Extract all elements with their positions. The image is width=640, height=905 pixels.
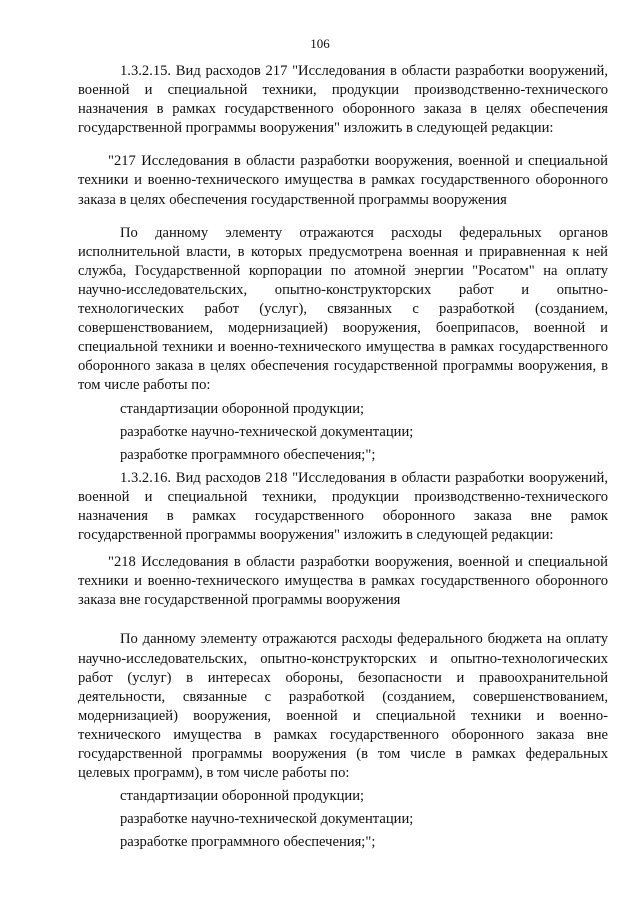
document-body bbox=[78, 62, 608, 852]
quoted-heading-217: "217 Исследования в области разработки вооружения, военной и специальной техники и военно-технического имущества в рамках государственного оборонного заказа в целях обеспечения государственной программы вооружения bbox=[78, 153, 608, 208]
list-item: разработке научно-технической документации; bbox=[120, 811, 414, 828]
list-item: стандартизации оборонной продукции; bbox=[120, 400, 365, 417]
list-item: разработке программного обеспечения;"; bbox=[120, 446, 376, 463]
page-number: 106 bbox=[310, 36, 330, 51]
paragraph-218-description: По данному элементу отражаются расходы федерального бюджета на оплату научно-исследовательских, опытно-конструкторских и опытно-технологических работ (услуг) в интересах обороны, безопасности и правоохранительной деятельности, связанные с разработкой (созданием, совершенствованием, модернизацией) вооружения, военной и специальной техники и военно-технического имущества в рамках государственного оборонного заказа вне государственной программы вооружения (в том числе в рамках федеральных целевых программ), в том числе работы по: bbox=[78, 631, 608, 782]
paragraph-1-3-2-16: 1.3.2.16. Вид расходов 218 "Исследования в области разработки вооружений, военной и специальной техники, продукции производственно-технического назначения в рамках государственного оборонного заказа вне рамок государственной программы вооружения" изложить в следующей редакции: bbox=[78, 469, 608, 544]
paragraph-217-description: По данному элементу отражаются расходы федеральных органов исполнительной власти, в которых предусмотрена военная и приравненная к ней служба, Государственной корпорации по атомной энергии "Росатом" на оплату научно-исследовательских, опытно-конструкторских работ и опытно-технологических работ (услуг), связанных с разработкой (созданием, совершенствованием, модернизацией) вооружения, боеприпасов, военной и специальной техники и военно-технического имущества в рамках государственного оборонного заказа в целях обеспечения государственной программы вооружения, в том числе работы по: bbox=[78, 224, 608, 394]
list-item: разработке научно-технической документации; bbox=[120, 423, 414, 440]
paragraph-1-3-2-15: 1.3.2.15. Вид расходов 217 "Исследования в области разработки вооружений, военной и специальной техники, продукции производственно-технического назначения в рамках государственного оборонного заказа в целях обеспечения государственной программы вооружения" изложить в следующей редакции: bbox=[78, 63, 608, 137]
list-item: стандартизации оборонной продукции; bbox=[120, 788, 365, 805]
list-item: разработке программного обеспечения;"; bbox=[120, 834, 376, 851]
quoted-heading-218: "218 Исследования в области разработки вооружения, военной и специальной техники и военно-технического имущества в рамках государственного оборонного заказа вне государственной программы вооружения bbox=[78, 554, 608, 609]
